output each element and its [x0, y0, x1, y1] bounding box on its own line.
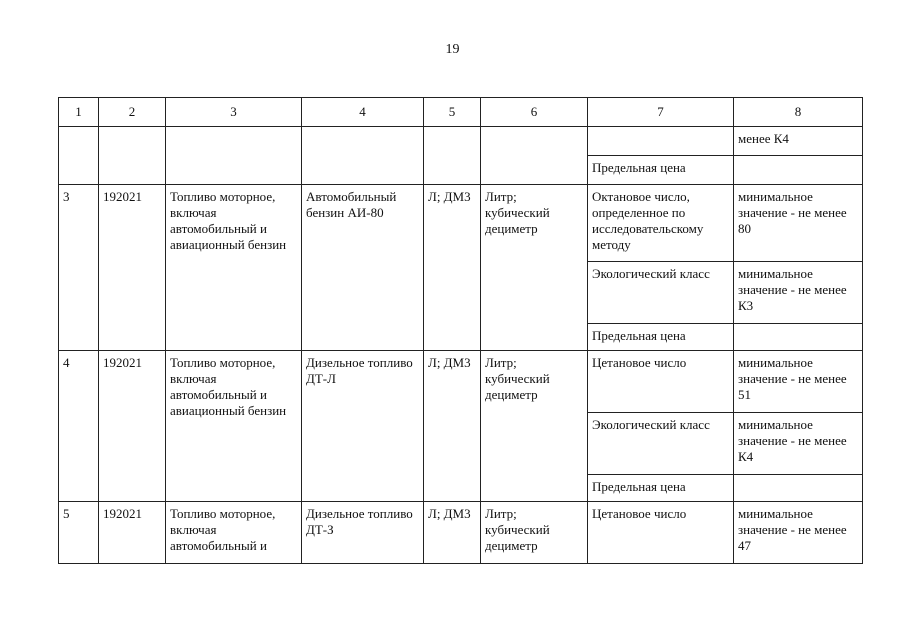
cell-empty [99, 127, 166, 185]
value-cell [734, 324, 863, 351]
value-cell [734, 475, 863, 502]
code-cell: 192021 [99, 351, 166, 502]
column-number: 6 [481, 98, 588, 127]
column-number: 5 [424, 98, 481, 127]
characteristic-cell: Экологический класс [588, 413, 734, 475]
characteristic-cell [588, 127, 734, 156]
unit-code-cell: Л; ДМ3 [424, 185, 481, 351]
unit-name-cell: Литр; кубический дециметр [481, 185, 588, 351]
column-number: 4 [302, 98, 424, 127]
entry-number-cell: 3 [59, 185, 99, 351]
characteristic-cell: Цетановое число [588, 351, 734, 413]
characteristic-cell: Октановое число, определенное по исследовательскому методу [588, 185, 734, 262]
column-number: 3 [166, 98, 302, 127]
column-number: 8 [734, 98, 863, 127]
value-cell: менее К4 [734, 127, 863, 156]
name-cell: Топливо моторное, включая автомобильный и [166, 502, 302, 564]
table-row [59, 185, 863, 262]
entry-number-cell: 4 [59, 351, 99, 502]
column-number: 2 [99, 98, 166, 127]
code-cell: 192021 [99, 185, 166, 351]
value-cell: минимальное значение - не менее 51 [734, 351, 863, 413]
value-cell: минимальное значение - не менее К4 [734, 413, 863, 475]
cell-empty [481, 127, 588, 185]
unit-code-cell: Л; ДМ3 [424, 502, 481, 564]
column-number-row [59, 98, 863, 127]
cell-empty [302, 127, 424, 185]
entry-number-cell: 5 [59, 502, 99, 564]
table-row [59, 127, 863, 156]
column-number: 1 [59, 98, 99, 127]
characteristic-cell: Предельная цена [588, 156, 734, 185]
page-number: 19 [445, 42, 460, 57]
cell-empty [424, 127, 481, 185]
unit-name-cell: Литр; кубический дециметр [481, 351, 588, 502]
product-cell: Автомобильный бензин АИ-80 [302, 185, 424, 351]
specification-table [58, 97, 863, 564]
column-number: 7 [588, 98, 734, 127]
cell-empty [166, 127, 302, 185]
product-cell: Дизельное топливо ДТ-Л [302, 351, 424, 502]
cell-empty [59, 127, 99, 185]
value-cell [734, 156, 863, 185]
characteristic-cell: Цетановое число [588, 502, 734, 564]
name-cell: Топливо моторное, включая автомобильный и авиационный бензин [166, 185, 302, 351]
table-row [59, 502, 863, 564]
value-cell: минимальное значение - не менее К3 [734, 262, 863, 324]
code-cell: 192021 [99, 502, 166, 564]
unit-code-cell: Л; ДМ3 [424, 351, 481, 502]
unit-name-cell: Литр; кубический дециметр [481, 502, 588, 564]
product-cell: Дизельное топливо ДТ-З [302, 502, 424, 564]
characteristic-cell: Предельная цена [588, 324, 734, 351]
characteristic-cell: Экологический класс [588, 262, 734, 324]
characteristic-cell: Предельная цена [588, 475, 734, 502]
value-cell: минимальное значение - не менее 80 [734, 185, 863, 262]
name-cell: Топливо моторное, включая автомобильный и авиационный бензин [166, 351, 302, 502]
value-cell: минимальное значение - не менее 47 [734, 502, 863, 564]
table-row [59, 351, 863, 413]
